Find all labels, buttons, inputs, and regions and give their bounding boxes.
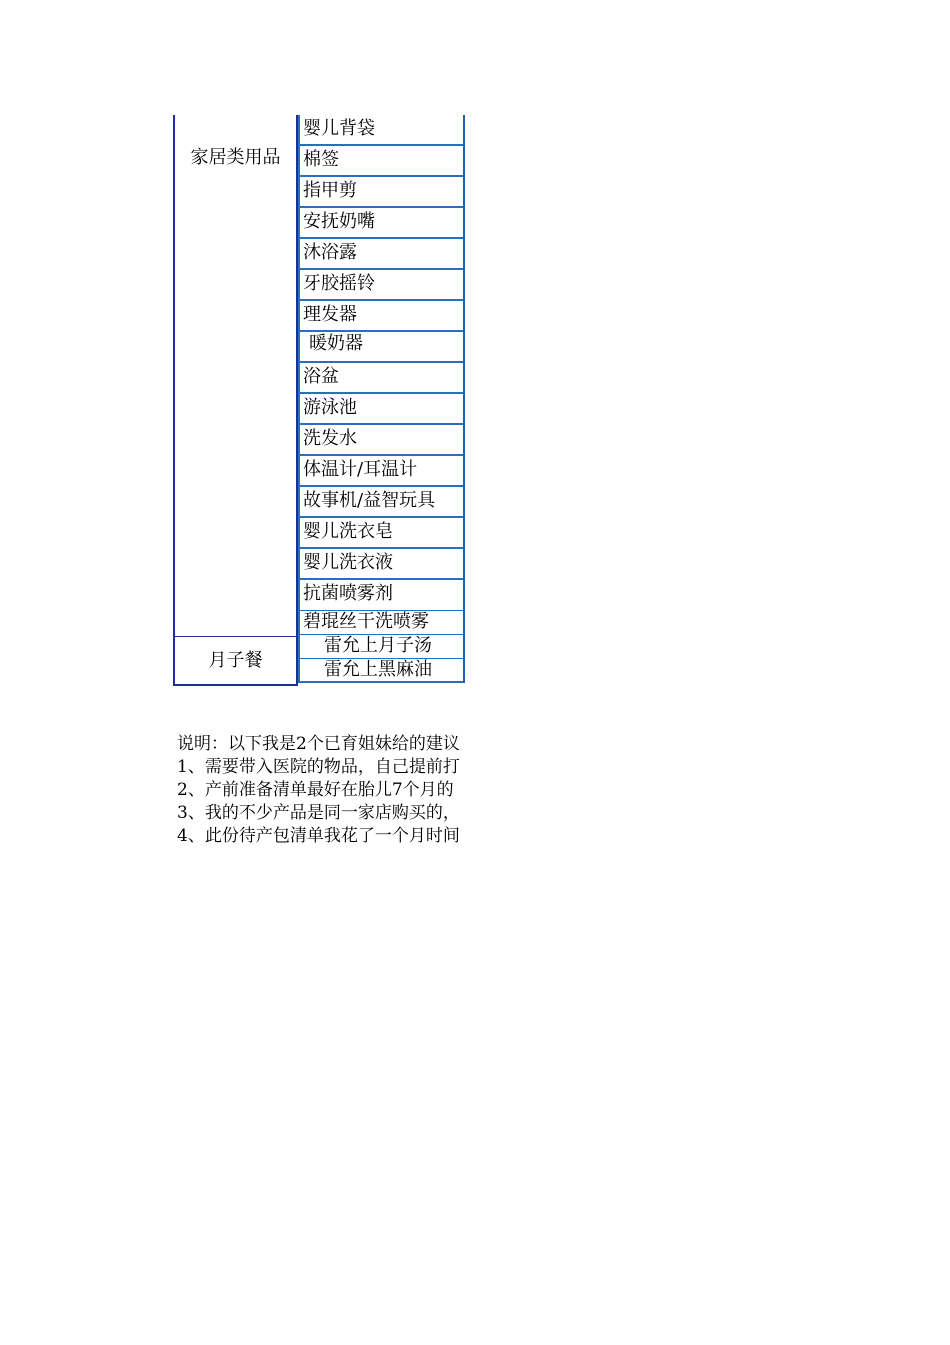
item-cell: 洗发水 (298, 425, 463, 456)
note-line: 4、此份待产包清单我花了一个月时间 (177, 826, 460, 846)
note-line: 1、需要带入医院的物品，自己提前打 (177, 757, 460, 777)
item-cell: 浴盆 (298, 363, 463, 394)
item-cell: 抗菌喷雾剂 (298, 580, 463, 611)
item-cell: 游泳池 (298, 394, 463, 425)
item-cell: 指甲剪 (298, 177, 463, 208)
item-column (298, 115, 465, 683)
item-cell: 牙胶摇铃 (298, 270, 463, 301)
notes-block (177, 733, 497, 848)
note-line: 3、我的不少产品是同一家店购买的， (177, 803, 460, 823)
item-cell: 雷允上月子汤 (298, 635, 463, 659)
item-cell: 安抚奶嘴 (298, 208, 463, 239)
category-cell-home (173, 115, 298, 636)
item-cell: 雷允上黑麻油 (298, 659, 463, 683)
item-cell: 理发器 (298, 301, 463, 332)
item-cell: 暖奶器 (298, 332, 463, 363)
item-cell: 婴儿洗衣液 (298, 549, 463, 580)
item-cell: 体温计/耳温计 (298, 456, 463, 487)
item-cell: 故事机/益智玩具 (298, 487, 463, 518)
category-cell-confinement (173, 636, 298, 686)
notes-title: 说明：以下我是2个已育姐妹给的建议 (177, 734, 460, 754)
category-label-confinement: 月子餐 (208, 650, 263, 671)
item-cell: 婴儿背袋 (298, 115, 463, 146)
note-line: 2、产前准备清单最好在胎儿7个月的 (177, 780, 454, 800)
item-cell: 碧琨丝干洗喷雾 (298, 611, 463, 635)
item-cell: 婴儿洗衣皂 (298, 518, 463, 549)
item-cell: 棉签 (298, 146, 463, 177)
category-label-home: 家居类用品 (190, 147, 281, 168)
item-cell: 沐浴露 (298, 239, 463, 270)
